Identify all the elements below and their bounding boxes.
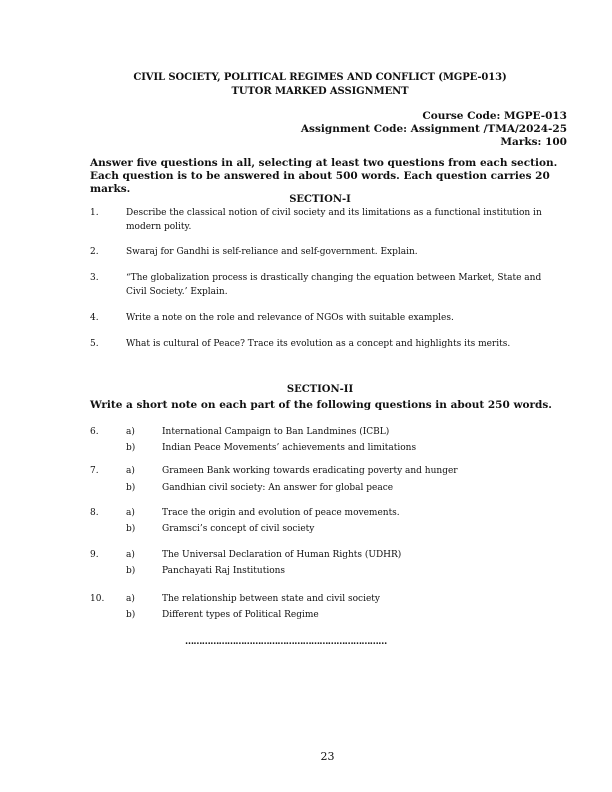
question-number: 9.	[90, 550, 99, 560]
part-label-a: a)	[126, 550, 135, 560]
end-dotted-rule: ………………………………………………………………	[185, 637, 387, 647]
part-label-b: b)	[126, 566, 136, 576]
question-text: Write a note on the role and relevance of NGOs with suitable examples.	[126, 313, 454, 323]
question-number: 6.	[90, 427, 99, 437]
marks: Marks: 100	[500, 136, 567, 148]
document-title: CIVIL SOCIETY, POLITICAL REGIMES AND CONFLICT (MGPE-013)	[133, 72, 507, 83]
part-b-text: Gandhian civil society: An answer for global peace	[162, 483, 394, 493]
question-1	[90, 207, 560, 234]
part-b-text: Indian Peace Movements’ achievements and limitations	[162, 443, 417, 453]
part-label-b: b)	[126, 610, 136, 620]
section-1-heading: SECTION-I	[289, 194, 351, 205]
part-label-a: a)	[126, 594, 135, 604]
part-label-a: a)	[126, 427, 135, 437]
question-5	[90, 338, 560, 352]
part-b-text: Gramsci’s concept of civil society	[162, 524, 315, 534]
part-a-text: The Universal Declaration of Human Rights (UDHR)	[162, 550, 402, 560]
question-number: 2.	[90, 247, 99, 257]
question-number: 3.	[90, 273, 99, 283]
part-label-b: b)	[126, 524, 136, 534]
question-number: 7.	[90, 466, 99, 476]
question-text: “The globalization process is drastically changing the equation between Market, State and Civil Society.’ Explain.	[126, 273, 542, 297]
page-number: 23	[320, 750, 335, 763]
document-subtitle: TUTOR MARKED ASSIGNMENT	[231, 86, 409, 97]
part-a-text: Trace the origin and evolution of peace movements.	[162, 508, 400, 518]
question-7	[90, 463, 560, 496]
assignment-code: Assignment Code: Assignment /TMA/2024-25	[300, 123, 567, 135]
question-number: 5.	[90, 339, 99, 349]
part-b-text: Different types of Political Regime	[162, 610, 319, 620]
question-9	[90, 547, 560, 579]
question-text: Describe the classical notion of civil society and its limitations as a functional institution in modern polity.	[126, 208, 542, 232]
part-label-b: b)	[126, 483, 136, 493]
course-code: Course Code: MGPE-013	[422, 110, 567, 122]
question-2	[90, 246, 560, 260]
question-8	[90, 505, 560, 537]
question-number: 1.	[90, 208, 99, 218]
part-label-a: a)	[126, 508, 135, 518]
part-a-text: International Campaign to Ban Landmines (ICBL)	[162, 427, 390, 437]
question-10	[90, 591, 560, 623]
question-text: What is cultural of Peace? Trace its evolution as a concept and highlights its merits.	[126, 339, 511, 349]
question-text: Swaraj for Gandhi is self-reliance and self-government. Explain.	[126, 247, 418, 257]
part-b-text: Panchayati Raj Institutions	[162, 566, 286, 576]
section-2-heading: SECTION-II	[286, 384, 354, 395]
section-2-instruction: Write a short note on each part of the following questions in about 250 words.	[90, 399, 552, 411]
part-label-a: a)	[126, 466, 135, 476]
question-number: 10.	[90, 594, 105, 604]
part-a-text: Grameen Bank working towards eradicating poverty and hunger	[162, 466, 458, 476]
part-a-text: The relationship between state and civil society	[162, 594, 380, 604]
question-number: 8.	[90, 508, 99, 518]
general-instructions: Answer five questions in all, selecting at least two questions from each section. Each question is to be answered in about 500 words. Each question carries 20 marks.	[90, 157, 558, 195]
question-4	[90, 312, 560, 326]
part-label-b: b)	[126, 443, 136, 453]
question-number: 4.	[90, 313, 99, 323]
question-6	[90, 424, 560, 456]
question-3	[90, 272, 560, 299]
